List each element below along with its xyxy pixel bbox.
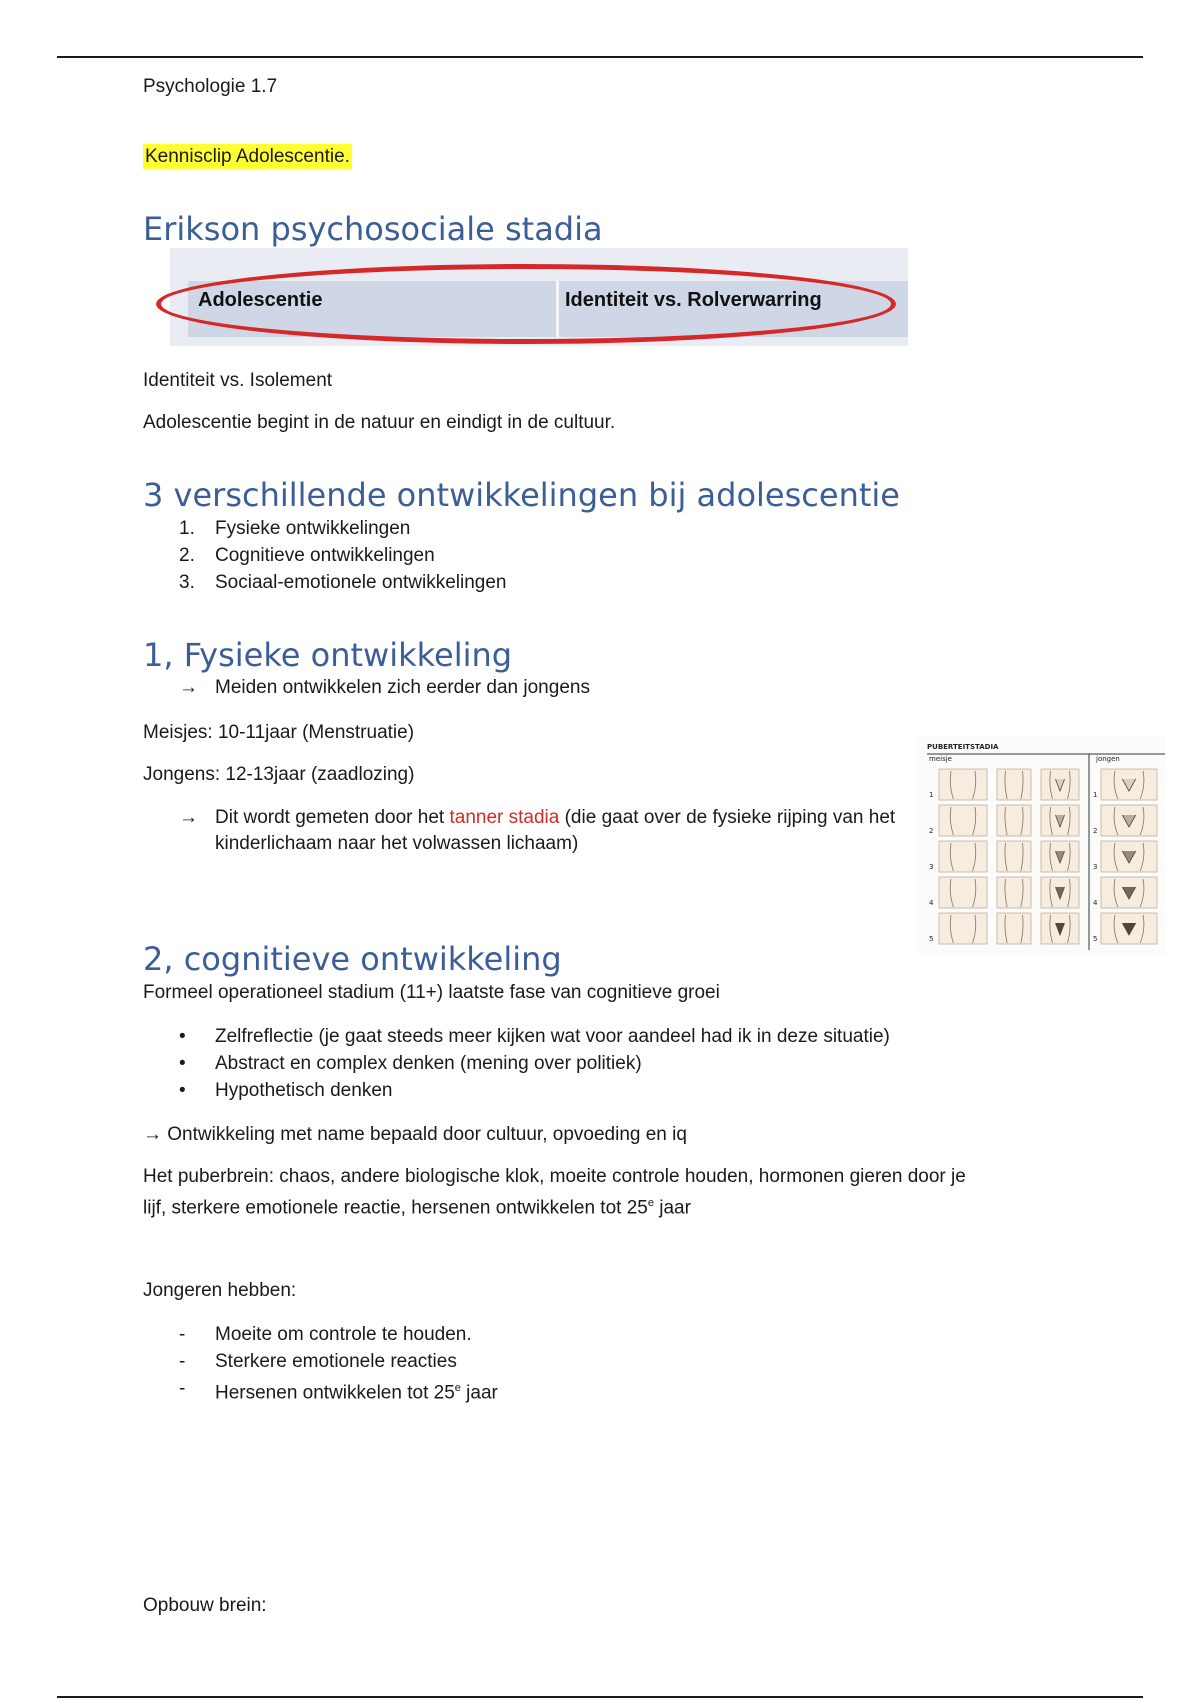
stage-number: 1 — [1093, 791, 1098, 799]
list-item — [143, 1077, 890, 1104]
paragraph-identity: Identiteit vs. Isolement — [143, 370, 333, 391]
tanner-stages-drawing — [917, 735, 1165, 955]
list-item-text: Cognitieve ontwikkelingen — [215, 545, 435, 566]
tanner-stage-row — [929, 805, 1157, 836]
list-number: 2. — [179, 545, 195, 566]
arrow-item-text-pre: Dit wordt gemeten door het — [215, 807, 450, 828]
tanner-stage-row — [929, 841, 1157, 872]
top-rule — [57, 56, 1143, 58]
arrow-item-text: Meiden ontwikkelen zich eerder dan jongens — [215, 677, 590, 698]
stage-number: 3 — [1093, 863, 1098, 871]
superscript: e — [454, 1382, 461, 1394]
developments-list — [143, 515, 507, 596]
arrow-list-girls — [143, 675, 903, 701]
dash-icon: - — [179, 1378, 186, 1399]
bullet-icon: • — [179, 1053, 186, 1074]
heading-erikson: Erikson psychosociale stadia — [143, 210, 603, 248]
paragraph-puberbrein-line2 — [143, 1190, 691, 1221]
list-item-text: Fysieke ontwikkelingen — [215, 518, 411, 539]
arrow-item — [143, 805, 903, 857]
figure-col-girls: meisje — [929, 755, 952, 763]
stage-number: 4 — [929, 899, 934, 907]
table-cell-conflict: Identiteit vs. Rolverwarring — [565, 289, 822, 311]
tanner-rows — [929, 769, 1157, 944]
stage-sketch-panel — [997, 805, 1031, 836]
list-item — [143, 1375, 498, 1406]
cognitive-bullet-list — [143, 1023, 890, 1104]
superscript: e — [647, 1197, 654, 1209]
figure-col-boys: jongen — [1096, 755, 1120, 763]
stage-sketch-panel — [997, 877, 1031, 908]
stage-number: 3 — [929, 863, 934, 871]
erikson-table-image — [150, 246, 910, 354]
dash-icon: - — [179, 1351, 186, 1372]
stage-number: 2 — [1093, 827, 1098, 835]
stage-number: 5 — [1093, 935, 1098, 943]
tanner-stage-row — [929, 877, 1157, 908]
paragraph-boys-age: Jongens: 12-13jaar (zaadlozing) — [143, 764, 415, 785]
youth-dash-list — [143, 1321, 498, 1406]
paragraph-girls-age: Meisjes: 10-11jaar (Menstruatie) — [143, 722, 415, 743]
tanner-stages-figure — [917, 735, 1165, 955]
puberbrein-text: lijf, sterkere emotionele reactie, hersenen ontwikkelen tot 25 — [143, 1197, 648, 1219]
heading-physical-development: 1, Fysieke ontwikkeling — [143, 636, 513, 674]
list-item-text: Hersenen ontwikkelen tot 25 — [215, 1382, 455, 1404]
heading-three-developments: 3 verschillende ontwikkelingen bij adolescentie — [143, 476, 900, 514]
stage-sketch-panel — [939, 841, 987, 872]
arrow-item-text-post: (die gaat over de fysieke rijping van het kinderlichaam naar het volwassen lichaam) — [215, 807, 896, 854]
list-item — [143, 1023, 890, 1050]
stage-number: 5 — [929, 935, 934, 943]
arrow-list-tanner — [143, 805, 903, 857]
list-item-text: Zelfreflectie (je gaat steeds meer kijken wat voor aandeel had ik in deze situatie) — [215, 1026, 890, 1047]
table-cell-stage: Adolescentie — [198, 289, 323, 311]
bottom-rule — [57, 1696, 1143, 1698]
heading-cognitive-development: 2, cognitieve ontwikkeling — [143, 940, 562, 978]
paragraph-puberbrein-line1: Het puberbrein: chaos, andere biologische klok, moeite controle houden, hormonen gieren door je — [143, 1166, 966, 1187]
bullet-icon: • — [179, 1026, 186, 1047]
list-number: 3. — [179, 572, 195, 593]
list-item-text: Sterkere emotionele reacties — [215, 1351, 457, 1372]
bullet-icon: • — [179, 1080, 186, 1101]
puberbrein-text-end: jaar — [653, 1197, 691, 1219]
tanner-stadia-term: tanner stadia — [449, 807, 560, 828]
paragraph-development-factors: → Ontwikkeling met name bepaald door cultuur, opvoeding en iq — [143, 1124, 687, 1145]
stage-number: 1 — [929, 791, 934, 799]
list-item-text: Sociaal-emotionele ontwikkelingen — [215, 572, 507, 593]
red-ellipse-annotation — [156, 264, 896, 344]
list-item — [143, 1050, 890, 1077]
list-item-text: Moeite om controle te houden. — [215, 1324, 472, 1345]
highlighted-note — [143, 144, 352, 170]
stage-sketch-panel — [939, 769, 987, 800]
arrow-item — [143, 675, 903, 701]
list-number: 1. — [179, 518, 195, 539]
stage-number: 4 — [1093, 899, 1098, 907]
arrow-icon: → — [179, 677, 198, 698]
list-item — [143, 569, 507, 596]
list-item — [143, 1321, 498, 1348]
paragraph-youth-have: Jongeren hebben: — [143, 1280, 297, 1301]
stage-number: 2 — [929, 827, 934, 835]
figure-title: PUBERTEITSTADIA — [927, 743, 999, 751]
list-item — [143, 1348, 498, 1375]
stage-sketch-panel — [939, 913, 987, 944]
dash-icon: - — [179, 1324, 186, 1345]
stage-sketch-panel — [997, 769, 1031, 800]
list-item-text: Hypothetisch denken — [215, 1080, 393, 1101]
tanner-stage-row — [929, 769, 1157, 800]
list-item-text: Abstract en complex denken (mening over politiek) — [215, 1053, 642, 1074]
document-subtitle: Psychologie 1.7 — [143, 76, 278, 97]
stage-sketch-panel — [939, 805, 987, 836]
stage-sketch-panel — [997, 913, 1031, 944]
tanner-stage-row — [929, 913, 1157, 944]
stage-sketch-panel — [997, 841, 1031, 872]
stage-sketch-panel — [939, 877, 987, 908]
list-item — [143, 542, 507, 569]
paragraph-formal-operational: Formeel operationeel stadium (11+) laatste fase van cognitieve groei — [143, 982, 720, 1003]
highlighted-text: Kennisclip Adolescentie. — [145, 146, 350, 167]
list-item — [143, 515, 507, 542]
arrow-icon: → — [179, 807, 198, 828]
paragraph-brain-structure: Opbouw brein: — [143, 1595, 267, 1616]
list-item-text-end: jaar — [460, 1382, 498, 1404]
paragraph-nature-culture: Adolescentie begint in de natuur en eindigt in de cultuur. — [143, 412, 616, 433]
